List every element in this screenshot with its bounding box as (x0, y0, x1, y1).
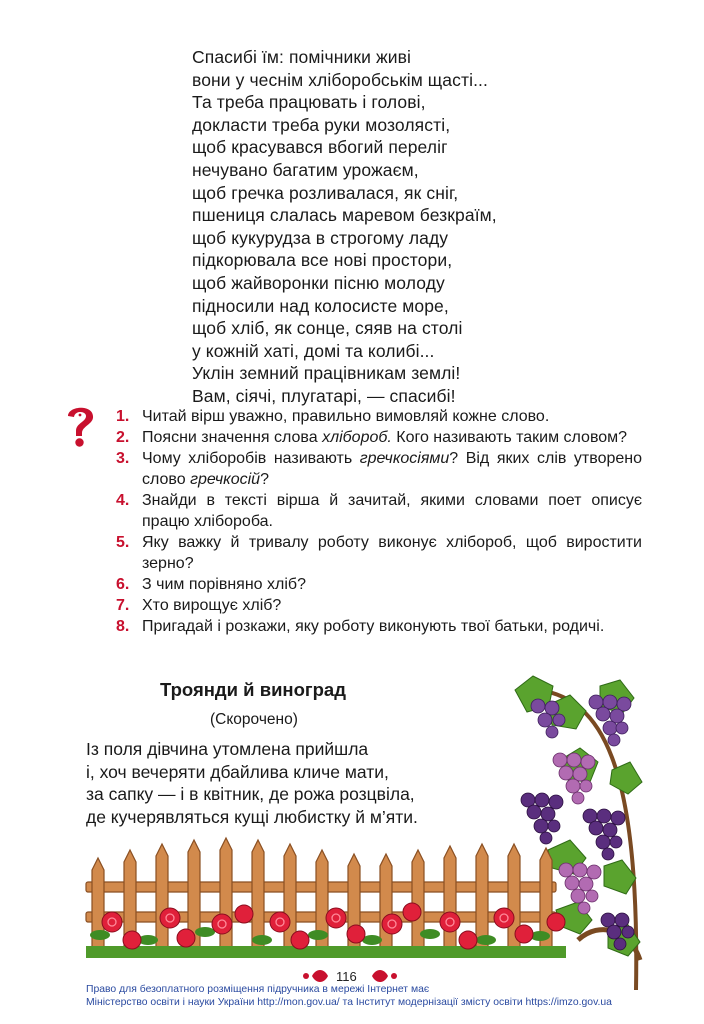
question-number: 7. (116, 597, 130, 614)
poem-line: щоб хліб, як сонце, сяяв на столі (192, 318, 463, 339)
poem-line: Уклін земний працівникам землі! (192, 363, 461, 384)
poem-line: щоб красувався вбогий переліг (192, 137, 448, 158)
poem-line: щоб кукурудза в строгому ладу (192, 227, 449, 248)
poem-line: Та треба працювать і голові, (192, 92, 426, 113)
poem-line: і, хоч вечеряти дбайлива кличе мати, (86, 761, 389, 782)
question-number: 5. (116, 534, 130, 551)
question-number: 2. (116, 429, 130, 446)
question-number: 3. (116, 450, 130, 467)
question-text: Поясни значення слова хлібороб. Кого називають таким словом? (142, 429, 628, 446)
question-number: 4. (116, 492, 130, 509)
question-text: Пригадай і розкажи, яку роботу виконують твої батьки, родичі. (142, 618, 605, 635)
poem-line: Із поля дівчина утомлена прийшла (86, 739, 369, 759)
poem-line: щоб гречка розливалася, як сніг, (192, 182, 459, 203)
poem-line: пшениця слалась маревом безкраїм, (192, 205, 497, 226)
question-number: 8. (116, 618, 130, 635)
question-text: Знайди в тексті вірша й зачитай, якими словами поет описує працю хлібороба. (142, 492, 642, 530)
second-poem-text (86, 738, 418, 828)
poem-line: підкорювала все нові простори, (192, 250, 453, 271)
question-text: Читай вірш уважно, правильно вимовляй кожне слово. (142, 408, 550, 425)
poem-line: за сапку — і в квітник, де рожа розцвіла, (86, 784, 415, 805)
question-number: 1. (116, 408, 130, 425)
question-number: 6. (116, 576, 130, 593)
poem-line: у кожній хаті, домі та колибі... (192, 340, 435, 361)
question-text: Хто вирощує хліб? (142, 597, 282, 614)
poem-line: вони у чеснім хліборобськім щасті... (192, 69, 488, 90)
poem-line: нечувано багатим урожаєм, (192, 159, 419, 180)
footer-line: Право для безоплатного розміщення підручника в мережі Інтернет має (86, 984, 430, 995)
poem-line: щоб жайворонки пісню молоду (192, 272, 445, 293)
question-text: Чому хліборобів називають гречкосіями? Від яких слів утворено слово гречкосій? (142, 450, 643, 488)
footer-line: Міністерство освіти і науки України http://mon.gov.ua/ та Інститут модернізації змісту освіти https://imzo.gov.ua (86, 996, 612, 1008)
poem-line: де кучерявляться кущі любистку й м’яти. (86, 806, 418, 827)
poem-line: Вам, сіячі, плугатарі, — спасибі! (192, 385, 456, 406)
poem-line: докласти треба руки мозолясті, (192, 114, 451, 135)
page-number: 116 (336, 969, 357, 984)
poem-line: підносили над колосисте море, (192, 295, 449, 316)
question-text: Яку важку й тривалу роботу виконує хлібороб, щоб виростити зерно? (142, 534, 642, 572)
second-poem-subtitle: (Скорочено) (210, 711, 298, 728)
footer-notice (86, 984, 646, 1009)
poem-line: Спасибі їм: помічники живі (192, 47, 412, 67)
question-text: З чим порівняно хліб? (142, 576, 306, 593)
second-poem-title: Троянди й виноград (160, 679, 346, 700)
